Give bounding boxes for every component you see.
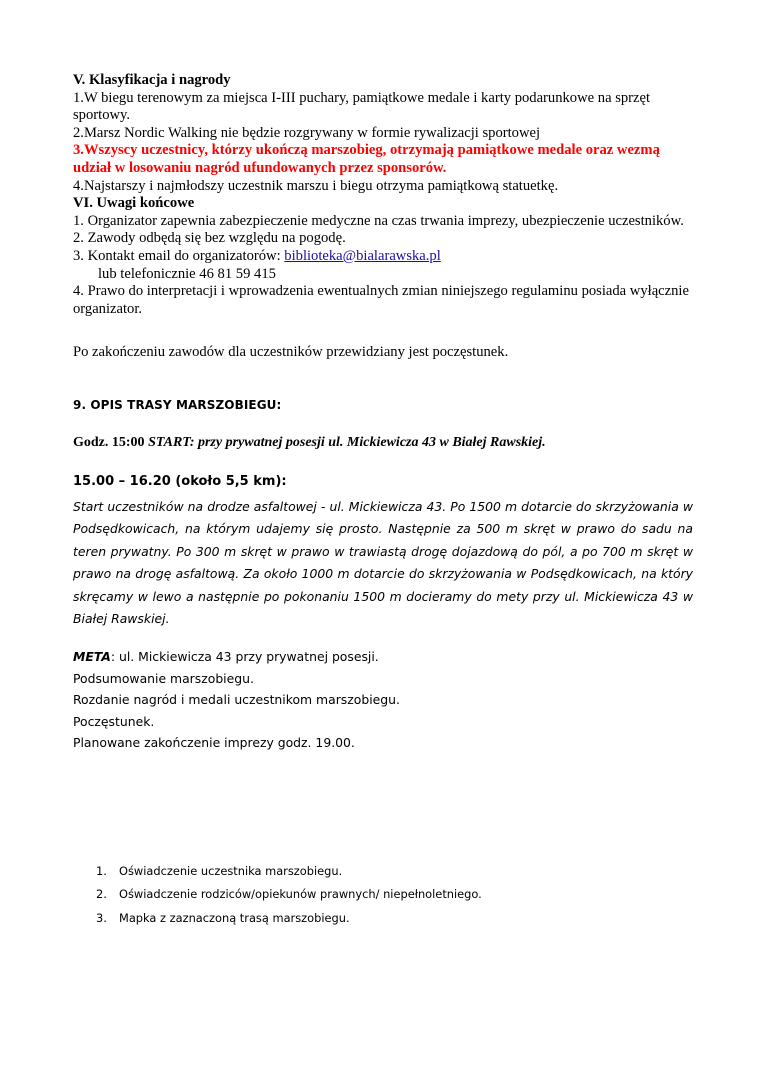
list-item [96,883,656,906]
section-vi-item-4: 4. Prawo do interpretacji i wprowadzenia ewentualnych zmian niniejszego regulaminu posiada wyłącznie organizator. [73,283,689,317]
list-text: Mapka z zaznaczoną trasą marszobiegu. [119,910,350,925]
list-text: Oświadczenie rodziców/opiekunów prawnych/ niepełnoletniego. [119,887,482,902]
start-line [73,434,713,452]
finish-block [73,646,693,754]
section-v-item-4: 4.Najstarszy i najmłodszy uczestnik marszu i biegu otrzyma pamiątkową statuetkę. [73,177,559,194]
list-number: 2. [96,887,107,902]
regulations-sections [73,72,693,318]
contact-email-prefix: 3. Kontakt email do organizatorów: [73,247,285,264]
route-description: Start uczestników na drodze asfaltowej - ul. Mickiewicza 43. Po 1500 m dotarcie do skrzyżowania w Podsędkowicach, na którym udajemy się prosto. Następnie za 500 m skręt w prawo do sadu na teren prywatny. Po 300 m skręt w prawo w trawiastą drogę dojazdową do pól, a po 700 m skręt w prawo na drogę asfaltową. Za około 1000 m dotarcie do skrzyżowania w Podsędkowicach, na który skręcamy w lewo a następnie po pokonaniu 1500 m docieramy do mety przy ul. Mickiewicza 43 w Białej Rawskiej. [73,499,693,627]
section-vi-item-3 [73,248,693,266]
list-number: 3. [96,910,107,925]
list-item [96,860,656,883]
route-section-heading: 9. OPIS TRASY MARSZOBIEGU: [73,398,282,412]
list-number: 1. [96,864,107,878]
finish-line [73,646,693,668]
section-v-heading: V. Klasyfikacja i nagrody [73,72,231,88]
finish-location: : ul. Mickiewicza 43 przy prywatnej posesji. [110,649,379,664]
attachments-list [96,860,656,930]
start-location: START: przy prywatnej posesji ul. Mickiewicza 43 w Białej Rawskiej. [148,435,546,450]
finish-line-3: Poczęstunek. [73,713,155,729]
finish-line-1: Podsumowanie marszobiegu. [73,670,254,686]
closing-note: Po zakończeniu zawodów dla uczestników przewidziany jest poczęstunek. [73,344,509,360]
section-vi-item-2: 2. Zawody odbędą się bez względu na pogodę. [73,230,346,247]
route-time-range: 15.00 – 16.20 (około 5,5 km): [73,474,287,489]
list-text: Oświadczenie uczestnika marszobiegu. [119,864,343,878]
section-vi-item-1: 1. Organizator zapewnia zabezpieczenie medyczne na czas trwania imprezy, ubezpieczenie uczestników. [73,212,684,229]
section-v-item-1: 1.W biegu terenowym za miejsca I-III puchary, pamiątkowe medale i karty podarunkowe na sprzęt sportowy. [73,89,651,124]
finish-line-2: Rozdanie nagród i medali uczestnikom marszobiegu. [73,692,400,708]
start-time: Godz. 15:00 [73,435,149,450]
section-vi-heading: VI. Uwagi końcowe [73,195,195,212]
list-item [96,907,656,930]
contact-phone: lub telefonicznie 46 81 59 415 [98,265,276,282]
finish-label: META [73,649,111,664]
finish-line-4: Planowane zakończenie imprezy godz. 19.00. [73,735,355,751]
section-v-item-3: 3.Wszyscy uczestnicy, którzy ukończą marszobieg, otrzymają pamiątkowe medale oraz wezmą udział w losowaniu nagród ufundowanych przez sponsorów. [73,142,660,176]
contact-email-link[interactable]: biblioteka@bialarawska.pl [284,247,441,264]
section-v-item-2: 2.Marsz Nordic Walking nie będzie rozgrywany w formie rywalizacji sportowej [73,124,541,141]
